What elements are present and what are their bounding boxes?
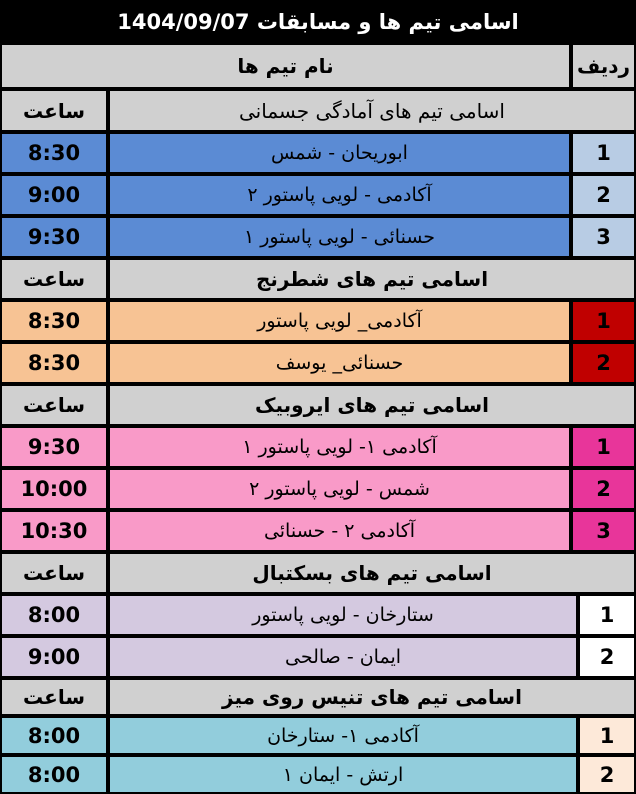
section-2-row-2-num: 3 bbox=[571, 510, 636, 552]
section-4-row-1-teams: ارتش - ایمان ۱ bbox=[108, 755, 578, 794]
section-2-row-0-time: 9:30 bbox=[0, 426, 108, 468]
teams-column-header: نام تیم ها bbox=[0, 43, 571, 89]
row-column-header: ردیف bbox=[571, 43, 636, 89]
section-3-row-0-time: 8:00 bbox=[0, 594, 108, 636]
section-3-row-1-num: 2 bbox=[578, 636, 636, 678]
section-0-heading: اسامی تیم های آمادگی جسمانی bbox=[108, 89, 636, 132]
section-0-row-0-teams: ابوریحان - شمس bbox=[108, 132, 571, 174]
section-0-row-1-teams: آکادمی - لویی پاستور ۲ bbox=[108, 174, 571, 216]
section-3-time-header: ساعت bbox=[0, 552, 108, 594]
section-1-row-1-num: 2 bbox=[571, 342, 636, 384]
section-4-time-header: ساعت bbox=[0, 678, 108, 716]
section-3-row-1-time: 9:00 bbox=[0, 636, 108, 678]
section-0-row-0-time: 8:30 bbox=[0, 132, 108, 174]
section-1-time-header: ساعت bbox=[0, 258, 108, 300]
section-2-row-2-teams: آکادمی ۲ - حسنائی bbox=[108, 510, 571, 552]
page-title: اسامی تیم ها و مسابقات 1404/09/07 bbox=[0, 0, 636, 43]
section-2-heading: اسامی تیم های ایروبیک bbox=[108, 384, 636, 426]
section-2-time-header: ساعت bbox=[0, 384, 108, 426]
section-2-row-2-time: 10:30 bbox=[0, 510, 108, 552]
section-4-heading: اسامی تیم های تنیس روی میز bbox=[108, 678, 636, 716]
section-2-row-1-num: 2 bbox=[571, 468, 636, 510]
section-0-row-2-time: 9:30 bbox=[0, 216, 108, 258]
section-2-row-1-time: 10:00 bbox=[0, 468, 108, 510]
section-0-row-1-time: 9:00 bbox=[0, 174, 108, 216]
section-1-heading: اسامی تیم های شطرنج bbox=[108, 258, 636, 300]
section-0-row-2-num: 3 bbox=[571, 216, 636, 258]
section-1-row-1-teams: حسنائی_ یوسف bbox=[108, 342, 571, 384]
section-3-row-1-teams: ایمان - صالحی bbox=[108, 636, 578, 678]
section-4-row-0-time: 8:00 bbox=[0, 716, 108, 755]
section-3-heading: اسامی تیم های بسکتبال bbox=[108, 552, 636, 594]
section-1-row-0-teams: آکادمی_ لویی پاستور bbox=[108, 300, 571, 342]
section-0-time-header: ساعت bbox=[0, 89, 108, 132]
section-4-row-0-num: 1 bbox=[578, 716, 636, 755]
section-2-row-0-num: 1 bbox=[571, 426, 636, 468]
section-4-row-1-time: 8:00 bbox=[0, 755, 108, 794]
section-4-row-1-num: 2 bbox=[578, 755, 636, 794]
section-4-row-0-teams: آکادمی ۱- ستارخان bbox=[108, 716, 578, 755]
section-3-row-0-num: 1 bbox=[578, 594, 636, 636]
section-1-row-0-num: 1 bbox=[571, 300, 636, 342]
section-2-row-0-teams: آکادمی ۱- لویی پاستور ۱ bbox=[108, 426, 571, 468]
section-2-row-1-teams: شمس - لویی پاستور ۲ bbox=[108, 468, 571, 510]
section-0-row-2-teams: حسنائی - لویی پاستور ۱ bbox=[108, 216, 571, 258]
section-3-row-0-teams: ستارخان - لویی پاستور bbox=[108, 594, 578, 636]
section-1-row-0-time: 8:30 bbox=[0, 300, 108, 342]
section-0-row-1-num: 2 bbox=[571, 174, 636, 216]
section-0-row-0-num: 1 bbox=[571, 132, 636, 174]
section-1-row-1-time: 8:30 bbox=[0, 342, 108, 384]
